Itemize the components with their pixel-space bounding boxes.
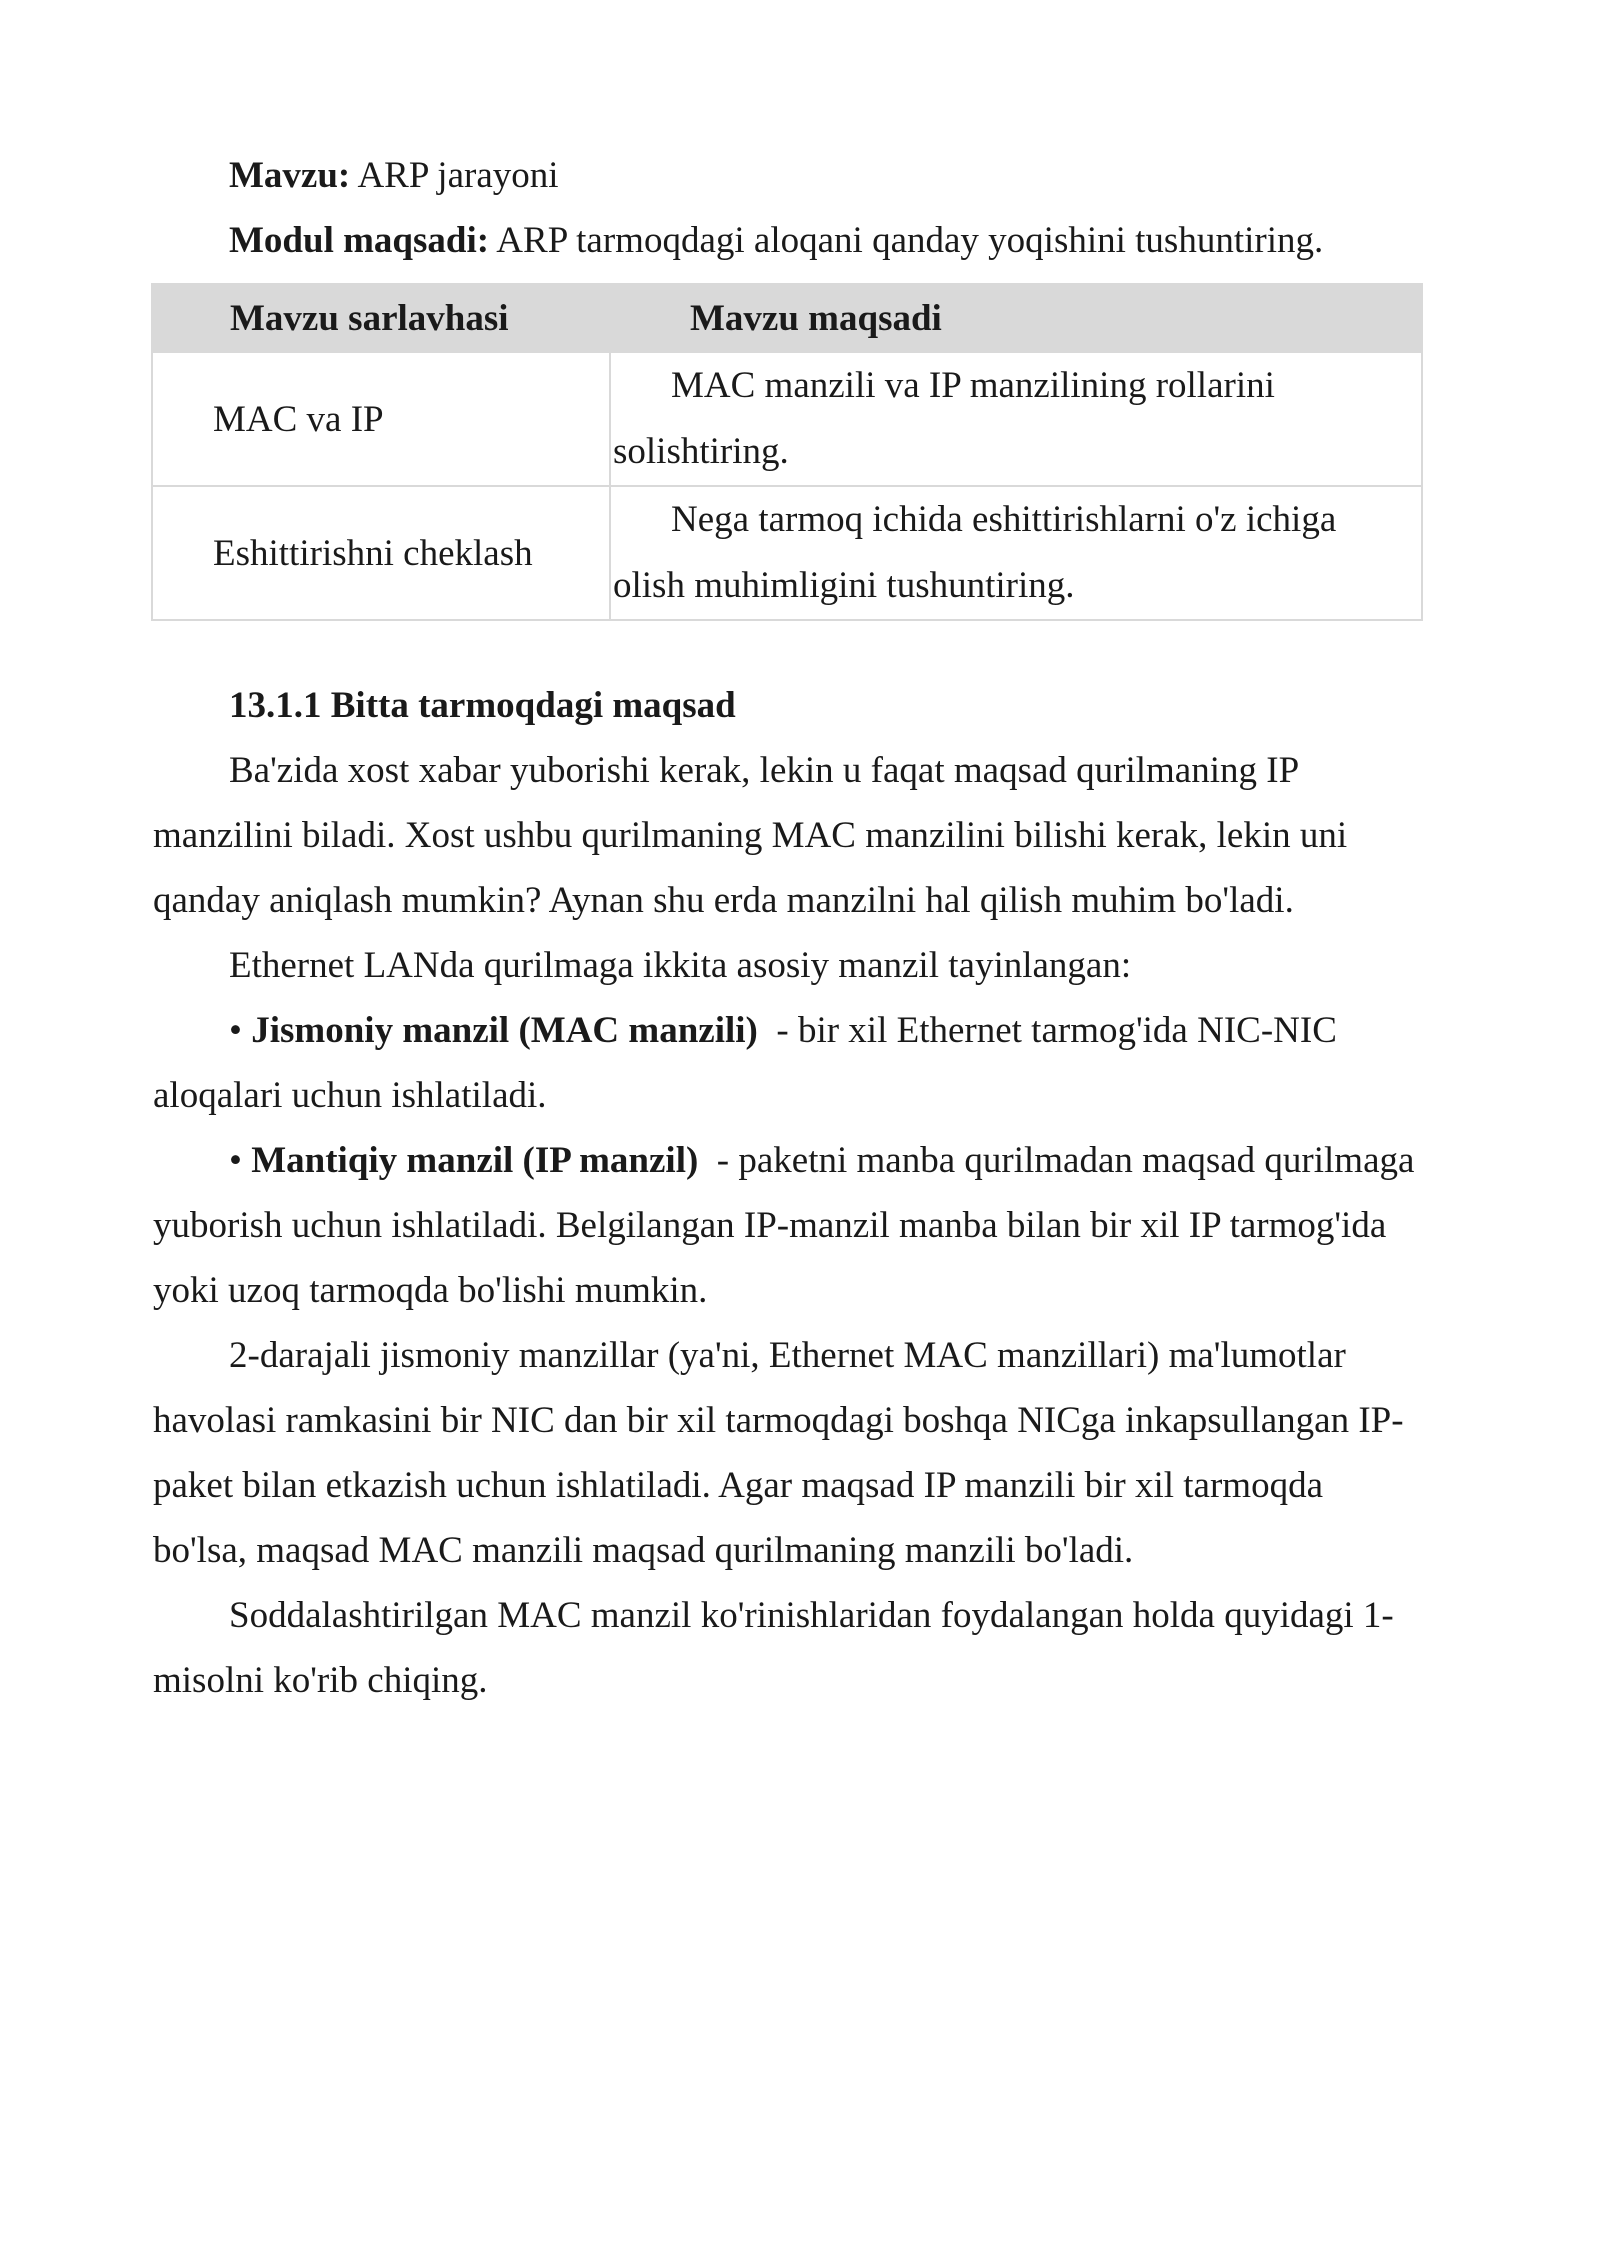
goal-text-line2: olish muhimligini tushuntiring. [613, 565, 1075, 606]
bullet-glyph: • [229, 1010, 242, 1051]
paragraph-line: aloqalari uchun ishlatiladi. [153, 1075, 547, 1116]
paragraph-line: qanday aniqlash mumkin? Aynan shu erda manzilni hal qilish muhim bo'ladi. [153, 880, 1294, 921]
paragraph-line: yoki uzoq tarmoqda bo'lishi mumkin. [153, 1270, 708, 1311]
topic-line [229, 154, 559, 198]
table-row [152, 352, 1422, 486]
goal-text-line1: Nega tarmoq ichida eshittirishlarni o'z ichiga [671, 499, 1337, 540]
paragraph-line: misolni ko'rib chiqing. [153, 1660, 488, 1701]
bullet-description: - bir xil Ethernet tarmog'ida NIC-NIC [757, 1010, 1337, 1051]
paragraph-line: Soddalashtirilgan MAC manzil ko'rinishlaridan foydalangan holda quyidagi 1- [229, 1595, 1394, 1636]
row-topic-goal [610, 486, 1422, 620]
module-goal-line [229, 219, 1323, 263]
bullet-item-logical-address [229, 1139, 1414, 1183]
table-header-row [152, 284, 1422, 352]
column-header-topic-goal: Mavzu maqsadi [610, 284, 1422, 352]
section-heading [229, 684, 736, 728]
paragraph-line: yuborish uchun ishlatiladi. Belgilangan IP-manzil manba bilan bir xil IP tarmog'ida [153, 1205, 1387, 1246]
bullet-glyph: • [229, 1140, 242, 1181]
module-goal-value: ARP tarmoqdagi aloqani qanday yoqishini tushuntiring. [489, 220, 1324, 261]
paragraph-line: bo'lsa, maqsad MAC manzili maqsad qurilmaning manzili bo'ladi. [153, 1530, 1134, 1571]
section-heading-text: 13.1.1 Bitta tarmoqdagi maqsad [229, 685, 736, 726]
paragraph-line: 2-darajali jismoniy manzillar (ya'ni, Ethernet MAC manzillari) ma'lumotlar [229, 1335, 1346, 1376]
column-header-topic-title: Mavzu sarlavhasi [152, 284, 610, 352]
topic-label: Mavzu: [229, 155, 351, 196]
bullet-term: Jismoniy manzil (MAC manzili) [251, 1010, 758, 1051]
table-row [152, 486, 1422, 620]
topic-objectives-table [151, 283, 1423, 621]
paragraph-line: Ba'zida xost xabar yuborishi kerak, lekin u faqat maqsad qurilmaning IP [229, 750, 1300, 791]
row-topic-title: Eshittirishni cheklash [152, 486, 610, 620]
bullet-description: - paketni manba qurilmadan maqsad qurilmaga [698, 1140, 1415, 1181]
paragraph-line: Ethernet LANda qurilmaga ikkita asosiy manzil tayinlangan: [229, 945, 1132, 986]
row-topic-title: MAC va IP [152, 352, 610, 486]
topic-value: ARP jarayoni [350, 155, 559, 196]
bullet-term: Mantiqiy manzil (IP manzil) [251, 1140, 699, 1181]
paragraph-line: manzilini biladi. Xost ushbu qurilmaning MAC manzilini bilishi kerak, lekin uni [153, 815, 1348, 856]
bullet-item-physical-address [229, 1009, 1337, 1053]
goal-text-line1: MAC manzili va IP manzilining rollarini [671, 365, 1275, 406]
goal-text-line2: solishtiring. [613, 431, 789, 472]
paragraph-line: havolasi ramkasini bir NIC dan bir xil tarmoqdagi boshqa NICga inkapsullangan IP- [153, 1400, 1404, 1441]
row-topic-goal [610, 352, 1422, 486]
module-goal-label: Modul maqsadi: [229, 220, 490, 261]
paragraph-line: paket bilan etkazish uchun ishlatiladi. Agar maqsad IP manzili bir xil tarmoqda [153, 1465, 1323, 1506]
